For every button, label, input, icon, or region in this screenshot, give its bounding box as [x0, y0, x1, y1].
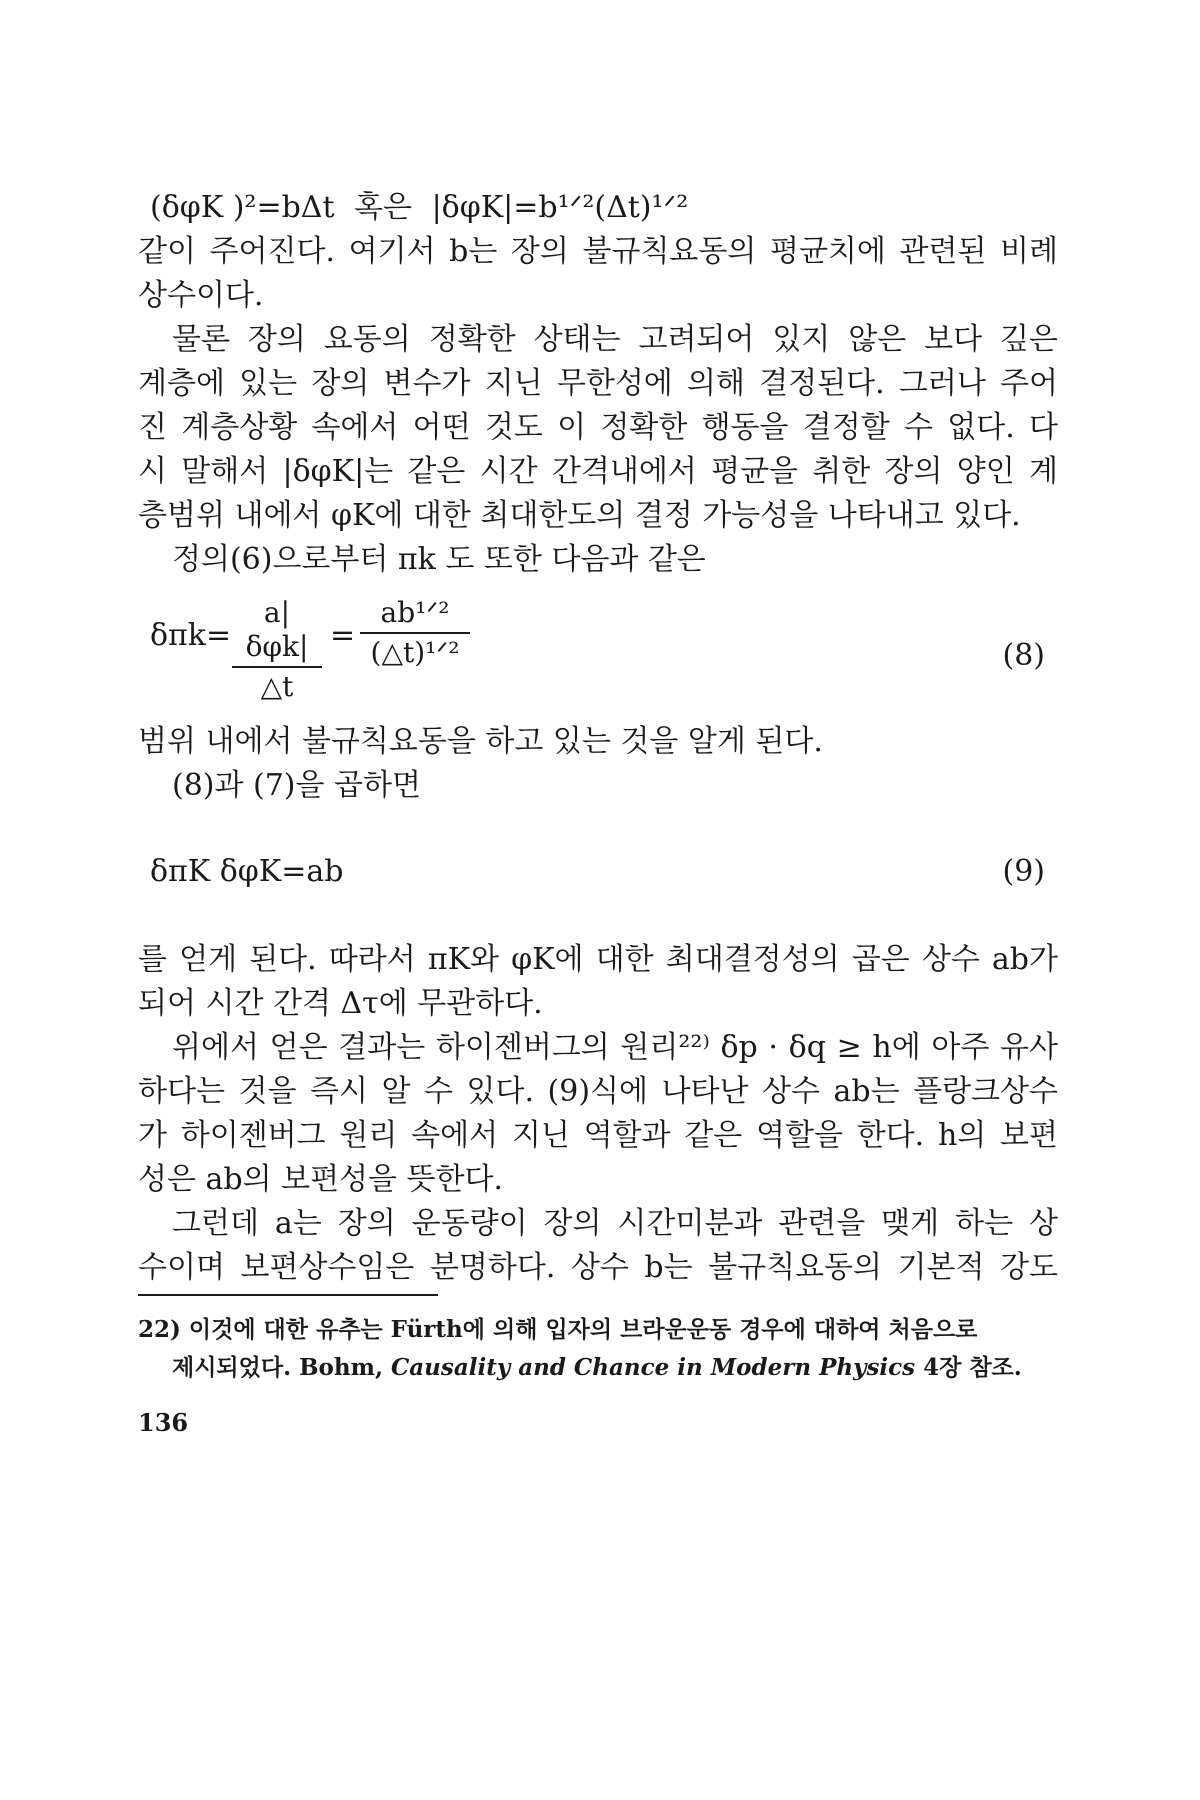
formula-connector: 혹은	[354, 190, 413, 225]
eq8-fraction-1	[232, 596, 322, 704]
footnote-book-title: Causality and Chance in Modern Physics	[390, 1354, 916, 1381]
text-line: 수이며 보편상수임은 분명하다. 상수 b는 불규칙요동의 기본적 강도	[138, 1250, 1058, 1285]
text-line: 시 말해서 |δφK|는 같은 시간 간격내에서 평균을 취한 장의 양인 계	[138, 454, 1058, 489]
footnote-line-1: 22) 이것에 대한 유추는 Fürth에 의해 입자의 브라운운동 경우에 대하여 처음으로	[138, 1316, 978, 1343]
formula-right: |δφK|=b¹ᐟ²(Δt)¹ᐟ²	[431, 190, 689, 225]
text-line: 그런데 a는 장의 운동량이 장의 시간미분과 관련을 맺게 하는 상	[172, 1206, 1058, 1241]
formula-line	[150, 188, 688, 228]
text-line: 물론 장의 요동의 정확한 상태는 고려되어 있지 않은 보다 깊은	[172, 322, 1058, 357]
page-number: 136	[138, 1408, 189, 1437]
text-line: 상수이다.	[138, 278, 264, 313]
text-line: 하다는 것을 즉시 알 수 있다. (9)식에 나타난 상수 ab는 플랑크상수	[138, 1074, 1058, 1109]
text-line: 위에서 얻은 결과는 하이젠버그의 원리²²⁾ δp · δq ≥ h에 아주 유사	[172, 1030, 1058, 1065]
text-line: 성은 ab의 보편성을 뜻한다.	[138, 1162, 504, 1197]
footnote-prefix: 제시되었다. Bohm,	[172, 1354, 383, 1381]
text-line: 계층에 있는 장의 변수가 지닌 무한성에 의해 결정된다. 그러나 주어	[138, 366, 1058, 401]
eq8-lhs: δπk	[150, 618, 206, 653]
eq8-frac1-numerator: a|δφk|	[232, 596, 322, 668]
text-line: 같이 주어진다. 여기서 b는 장의 불규칙요동의 평균치에 관련된 비례	[138, 234, 1058, 269]
text-line: 범위 내에서 불규칙요동을 하고 있는 것을 알게 된다.	[138, 724, 823, 759]
footnote-line-2	[172, 1350, 1022, 1386]
footnote-rule	[138, 1294, 438, 1296]
text-line: (8)과 (7)을 곱하면	[172, 768, 421, 803]
footnote-suffix: 4장 참조.	[923, 1354, 1022, 1381]
eq8-equals-1: =	[206, 618, 232, 653]
text-line: 를 얻게 된다. 따라서 πK와 φK에 대한 최대결정성의 곱은 상수 ab가	[138, 942, 1058, 977]
formula-left: (δφK )²=bΔt	[150, 190, 335, 225]
eq8-equals-2: =	[330, 618, 356, 653]
text-line: 정의(6)으로부터 πk 도 또한 다음과 같은	[172, 542, 706, 577]
eq8-frac2-denominator: (△t)¹ᐟ²	[370, 636, 460, 669]
text-line: 가 하이젠버그 원리 속에서 지닌 역할과 같은 역할을 한다. h의 보편	[138, 1118, 1058, 1153]
text-line: 되어 시간 간격 Δτ에 무관하다.	[138, 986, 543, 1021]
eq8-fraction-2	[360, 596, 470, 670]
text-line: 층범위 내에서 φK에 대한 최대한도의 결정 가능성을 나타내고 있다.	[138, 498, 1021, 533]
eq8-frac2-numerator: ab¹ᐟ²	[360, 596, 470, 634]
equation-number-8: (8)	[1002, 638, 1045, 673]
eq8-frac1-denominator: △t	[260, 670, 294, 703]
eq9-body: δπK δφK=ab	[150, 854, 344, 889]
equation-number-9: (9)	[1002, 854, 1045, 889]
text-line: 진 계층상황 속에서 어떤 것도 이 정확한 행동을 결정할 수 없다. 다	[138, 410, 1058, 445]
